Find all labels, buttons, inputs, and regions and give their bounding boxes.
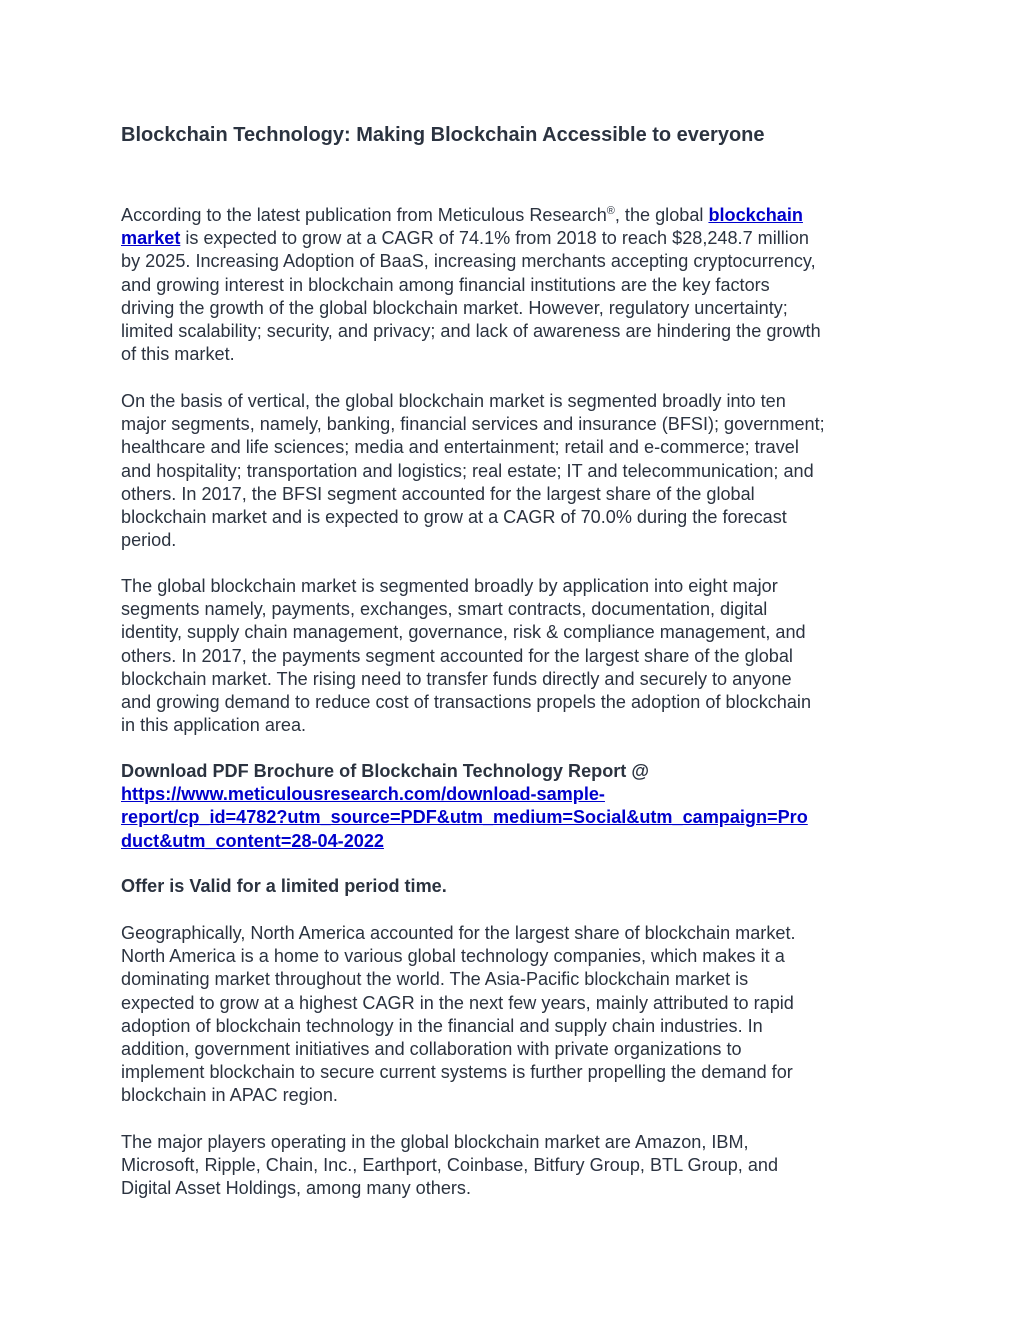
geography-line: implement blockchain to secure current systems is further propelling the demand for	[121, 1062, 793, 1083]
download-brochure-section	[121, 760, 808, 853]
application-line: in this application area.	[121, 715, 307, 736]
application-line: segments namely, payments, exchanges, smart contracts, documentation, digital	[121, 599, 768, 620]
players-paragraph	[121, 1131, 778, 1201]
intro-text: According to the latest publication from Meticulous Research	[121, 205, 607, 225]
application-paragraph	[121, 575, 811, 737]
registered-mark: ®	[606, 204, 615, 217]
application-line: identity, supply chain management, governance, risk & compliance management, and	[121, 622, 806, 643]
vertical-paragraph	[121, 390, 825, 552]
players-line: Microsoft, Ripple, Chain, Inc., Earthport, Coinbase, Bitfury Group, BTL Group, and	[121, 1155, 779, 1176]
vertical-line: blockchain market and is expected to grow at a CAGR of 70.0% during the forecast	[121, 507, 787, 528]
intro-text: , the global	[614, 205, 709, 225]
intro-line: limited scalability; security, and privacy; and lack of awareness are hindering the growth	[121, 321, 821, 342]
geography-paragraph	[121, 922, 796, 1108]
download-url-line-2[interactable]: report/cp_id=4782?utm_source=PDF&utm_medium=Social&utm_campaign=Pro	[121, 807, 808, 828]
intro-line-2	[121, 227, 821, 250]
download-label: Download PDF Brochure of Blockchain Technology Report @	[121, 761, 649, 781]
offer-note: Offer is Valid for a limited period time.	[121, 876, 447, 896]
geography-line: North America is a home to various global technology companies, which makes it a	[121, 946, 785, 967]
vertical-line: and hospitality; transportation and logistics; real estate; IT and telecommunication; and	[121, 460, 814, 481]
geography-line: blockchain in APAC region.	[121, 1085, 338, 1106]
intro-line-1	[121, 204, 821, 227]
blockchain-market-link[interactable]: blockchain	[708, 205, 803, 225]
vertical-line: period.	[121, 530, 177, 551]
players-line: Digital Asset Holdings, among many others.	[121, 1178, 471, 1199]
download-url-line-3[interactable]: duct&utm_content=28-04-2022	[121, 830, 384, 851]
application-line: blockchain market. The rising need to transfer funds directly and securely to anyone	[121, 668, 792, 689]
vertical-line: major segments, namely, banking, financial services and insurance (BFSI); government;	[121, 414, 825, 435]
page-title: Blockchain Technology: Making Blockchain Accessible to everyone	[121, 124, 765, 146]
blockchain-market-link-continued[interactable]: market	[121, 228, 181, 249]
application-line: others. In 2017, the payments segment accounted for the largest share of the global	[121, 645, 793, 666]
geography-line: expected to grow at a highest CAGR in the next few years, mainly attributed to rapid	[121, 992, 794, 1013]
intro-line: driving the growth of the global blockchain market. However, regulatory uncertainty;	[121, 297, 788, 318]
intro-line: by 2025. Increasing Adoption of BaaS, increasing merchants accepting cryptocurrency,	[121, 251, 816, 272]
intro-line: and growing interest in blockchain among financial institutions are the key factors	[121, 274, 770, 295]
intro-line: of this market.	[121, 344, 235, 365]
geography-line: dominating market throughout the world. The Asia-Pacific blockchain market is	[121, 969, 749, 990]
geography-line: Geographically, North America accounted for the largest share of blockchain market.	[121, 923, 796, 943]
players-line: The major players operating in the global blockchain market are Amazon, IBM,	[121, 1132, 749, 1152]
download-url-line-1[interactable]: https://www.meticulousresearch.com/download-sample-	[121, 784, 605, 805]
application-line: and growing demand to reduce cost of transactions propels the adoption of blockchain	[121, 692, 812, 713]
vertical-line: others. In 2017, the BFSI segment accounted for the largest share of the global	[121, 483, 755, 504]
intro-text: is expected to grow at a CAGR of 74.1% from 2018 to reach $28,248.7 million	[180, 228, 809, 249]
vertical-line: On the basis of vertical, the global blockchain market is segmented broadly into ten	[121, 391, 786, 411]
vertical-line: healthcare and life sciences; media and entertainment; retail and e-commerce; travel	[121, 437, 799, 458]
intro-paragraph	[121, 204, 821, 366]
geography-line: adoption of blockchain technology in the financial and supply chain industries. In	[121, 1015, 763, 1036]
application-line: The global blockchain market is segmented broadly by application into eight major	[121, 576, 778, 596]
geography-line: addition, government initiatives and collaboration with private organizations to	[121, 1039, 742, 1060]
